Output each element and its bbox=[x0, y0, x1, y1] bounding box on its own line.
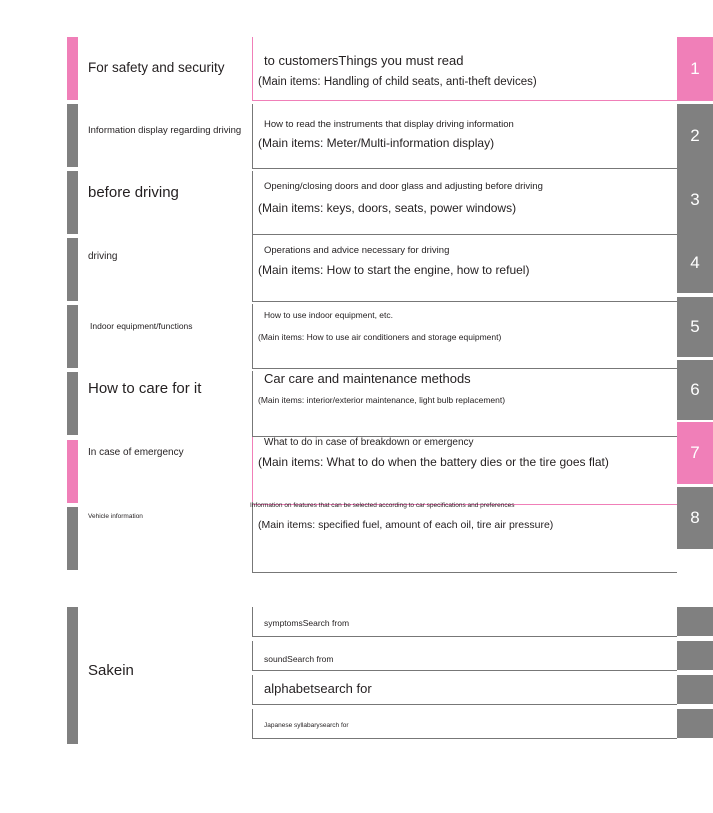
chapter-main-items: (Main items: Handling of child seats, anti-theft devices) bbox=[258, 76, 537, 88]
chapter-title: Information display regarding driving bbox=[88, 125, 242, 136]
chapter-tab[interactable]: 6 bbox=[677, 360, 713, 420]
chapter-title: For safety and security bbox=[88, 60, 225, 75]
chapter-color-bar bbox=[67, 104, 78, 167]
index-tab[interactable] bbox=[677, 709, 713, 738]
index-color-bar bbox=[67, 607, 78, 744]
chapter-color-bar bbox=[67, 372, 78, 435]
chapter-title: Indoor equipment/functions bbox=[90, 321, 193, 331]
chapter-description: Opening/closing doors and door glass and adjusting before driving bbox=[264, 181, 543, 192]
chapter-tab[interactable]: 2 bbox=[677, 104, 713, 168]
chapter-main-items: (Main items: How to use air conditioners and storage equipment) bbox=[258, 332, 502, 342]
chapter-description-box bbox=[252, 235, 677, 302]
chapter-description: What to do in case of breakdown or emergency bbox=[264, 437, 474, 448]
index-item-label: symptomsSearch from bbox=[264, 618, 350, 628]
chapter-description-box bbox=[252, 104, 677, 169]
chapter-title: In case of emergency bbox=[88, 447, 184, 458]
chapter-main-items: (Main items: Meter/Multi-information display) bbox=[258, 136, 495, 150]
chapter-main-items: (Main items: How to start the engine, how to refuel) bbox=[258, 263, 530, 277]
chapter-tab[interactable]: 5 bbox=[677, 297, 713, 357]
chapter-title: How to care for it bbox=[88, 380, 202, 397]
chapter-tab[interactable]: 4 bbox=[677, 232, 713, 293]
index-item-symptoms[interactable] bbox=[252, 607, 677, 637]
chapter-description-box bbox=[252, 437, 677, 505]
index-item-label: soundSearch from bbox=[264, 654, 334, 664]
index-item-label: alphabetsearch for bbox=[264, 681, 372, 696]
chapter-description-box bbox=[252, 171, 677, 235]
chapter-main-items: (Main items: interior/exterior maintenance, light bulb replacement) bbox=[258, 395, 506, 405]
index-title: Sakein bbox=[88, 662, 134, 679]
index-item-japanese-syllabary[interactable] bbox=[252, 709, 677, 739]
chapter-tab[interactable]: 3 bbox=[677, 168, 713, 232]
chapter-description: How to read the instruments that display driving information bbox=[264, 119, 514, 130]
chapter-description-box bbox=[252, 502, 677, 573]
chapter-description-box bbox=[252, 304, 677, 369]
index-item-alphabet[interactable] bbox=[252, 675, 677, 705]
chapter-description: How to use indoor equipment, etc. bbox=[264, 310, 393, 320]
chapter-main-items: (Main items: specified fuel, amount of each oil, tire air pressure) bbox=[258, 519, 554, 531]
chapter-description-box bbox=[252, 371, 677, 437]
chapter-main-items: (Main items: keys, doors, seats, power windows) bbox=[258, 201, 517, 215]
index-tab[interactable] bbox=[677, 675, 713, 704]
chapter-color-bar bbox=[67, 37, 78, 100]
chapter-title: before driving bbox=[88, 184, 179, 201]
chapter-description: Operations and advice necessary for driving bbox=[264, 245, 450, 256]
chapter-title: Vehicle information bbox=[88, 513, 143, 520]
chapter-color-bar bbox=[67, 305, 78, 368]
chapter-color-bar bbox=[67, 507, 78, 570]
chapter-description: to customersThings you must read bbox=[264, 53, 464, 68]
index-item-sound[interactable] bbox=[252, 641, 677, 671]
chapter-title: driving bbox=[88, 251, 118, 262]
index-tab[interactable] bbox=[677, 607, 713, 636]
index-tab[interactable] bbox=[677, 641, 713, 670]
chapter-color-bar bbox=[67, 238, 78, 301]
chapter-color-bar bbox=[67, 171, 78, 234]
index-item-label: Japanese syllabarysearch for bbox=[264, 722, 349, 729]
chapter-description-box bbox=[252, 37, 677, 101]
chapter-description: Car care and maintenance methods bbox=[264, 371, 471, 386]
chapter-main-items: (Main items: What to do when the battery dies or the tire goes flat) bbox=[258, 455, 609, 469]
chapter-tab[interactable]: 7 bbox=[677, 422, 713, 484]
chapter-description: Information on features that can be selected according to car specifications and preferences bbox=[250, 502, 515, 509]
chapter-color-bar bbox=[67, 440, 78, 503]
chapter-tab[interactable]: 1 bbox=[677, 37, 713, 101]
chapter-tab[interactable]: 8 bbox=[677, 487, 713, 549]
